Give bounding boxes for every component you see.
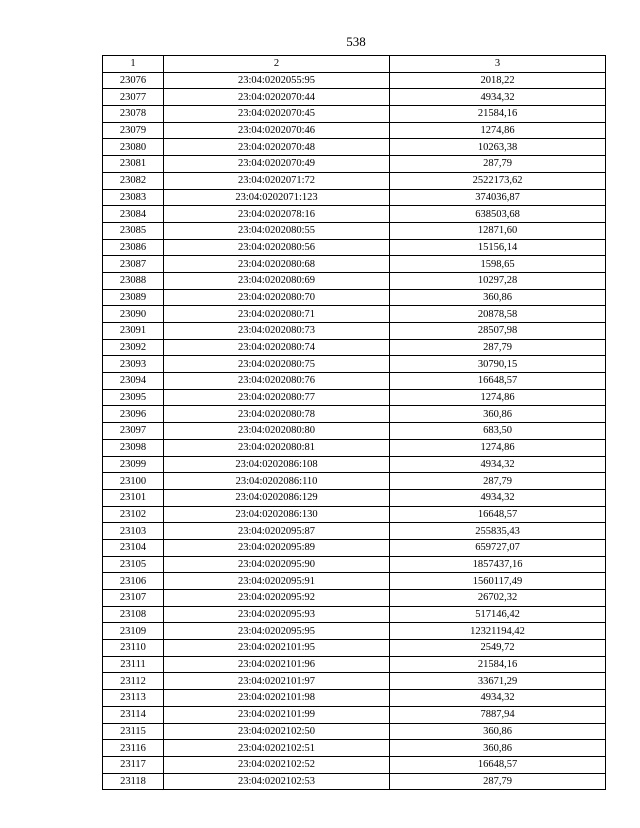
cadastral-number-cell: 23:04:0202071:72 [164, 172, 390, 189]
value-cell: 659727,07 [390, 539, 606, 556]
table-row [103, 706, 606, 723]
value-cell: 7887,94 [390, 706, 606, 723]
row-number-cell: 23117 [103, 756, 164, 773]
table-row [103, 539, 606, 556]
value-cell: 638503,68 [390, 206, 606, 223]
value-cell: 2018,22 [390, 72, 606, 89]
table-row [103, 640, 606, 657]
table-row [103, 606, 606, 623]
table-row [103, 773, 606, 790]
value-cell: 287,79 [390, 339, 606, 356]
row-number-cell: 23084 [103, 206, 164, 223]
value-cell: 287,79 [390, 473, 606, 490]
table-row [103, 406, 606, 423]
value-cell: 360,86 [390, 406, 606, 423]
value-cell: 2522173,62 [390, 172, 606, 189]
table-row [103, 439, 606, 456]
cadastral-number-cell: 23:04:0202095:95 [164, 623, 390, 640]
cadastral-number-cell: 23:04:0202102:52 [164, 756, 390, 773]
cadastral-number-cell: 23:04:0202101:99 [164, 706, 390, 723]
table-row [103, 323, 606, 340]
cadastral-number-cell: 23:04:0202070:45 [164, 106, 390, 123]
cadastral-number-cell: 23:04:0202095:92 [164, 590, 390, 607]
cadastral-number-cell: 23:04:0202080:77 [164, 389, 390, 406]
cadastral-number-cell: 23:04:0202080:56 [164, 239, 390, 256]
value-cell: 4934,32 [390, 456, 606, 473]
value-cell: 517146,42 [390, 606, 606, 623]
value-cell: 683,50 [390, 423, 606, 440]
table-row [103, 373, 606, 390]
cadastral-number-cell: 23:04:0202080:75 [164, 356, 390, 373]
table-row [103, 489, 606, 506]
row-number-cell: 23098 [103, 439, 164, 456]
table-header-row [103, 56, 606, 73]
cadastral-number-cell: 23:04:0202102:53 [164, 773, 390, 790]
table-row [103, 189, 606, 206]
cadastral-number-cell: 23:04:0202086:108 [164, 456, 390, 473]
cadastral-number-cell: 23:04:0202086:129 [164, 489, 390, 506]
table-row [103, 89, 606, 106]
row-number-cell: 23076 [103, 72, 164, 89]
value-cell: 287,79 [390, 773, 606, 790]
row-number-cell: 23113 [103, 690, 164, 707]
value-cell: 2549,72 [390, 640, 606, 657]
cadastral-number-cell: 23:04:0202080:73 [164, 323, 390, 340]
row-number-cell: 23096 [103, 406, 164, 423]
table-row [103, 139, 606, 156]
value-cell: 360,86 [390, 289, 606, 306]
table-row [103, 473, 606, 490]
value-cell: 12871,60 [390, 222, 606, 239]
cadastral-number-cell: 23:04:0202101:96 [164, 656, 390, 673]
cadastral-number-cell: 23:04:0202101:95 [164, 640, 390, 657]
table-row [103, 523, 606, 540]
row-number-cell: 23094 [103, 373, 164, 390]
row-number-cell: 23081 [103, 156, 164, 173]
table-row [103, 156, 606, 173]
row-number-cell: 23092 [103, 339, 164, 356]
value-cell: 4934,32 [390, 690, 606, 707]
value-cell: 21584,16 [390, 106, 606, 123]
row-number-cell: 23101 [103, 489, 164, 506]
cadastral-number-cell: 23:04:0202070:44 [164, 89, 390, 106]
row-number-cell: 23093 [103, 356, 164, 373]
cadastral-number-cell: 23:04:0202070:48 [164, 139, 390, 156]
cadastral-number-cell: 23:04:0202080:74 [164, 339, 390, 356]
value-cell: 26702,32 [390, 590, 606, 607]
row-number-cell: 23104 [103, 539, 164, 556]
table-body [103, 72, 606, 790]
table-row [103, 339, 606, 356]
cadastral-number-cell: 23:04:0202080:76 [164, 373, 390, 390]
value-cell: 10263,38 [390, 139, 606, 156]
value-cell: 10297,28 [390, 272, 606, 289]
value-cell: 30790,15 [390, 356, 606, 373]
table-row [103, 723, 606, 740]
row-number-cell: 23085 [103, 222, 164, 239]
cadastral-number-cell: 23:04:0202080:68 [164, 256, 390, 273]
value-cell: 16648,57 [390, 756, 606, 773]
cadastral-number-cell: 23:04:0202095:90 [164, 556, 390, 573]
row-number-cell: 23114 [103, 706, 164, 723]
table-row [103, 239, 606, 256]
row-number-cell: 23091 [103, 323, 164, 340]
cadastral-number-cell: 23:04:0202102:50 [164, 723, 390, 740]
row-number-cell: 23099 [103, 456, 164, 473]
row-number-cell: 23109 [103, 623, 164, 640]
value-cell: 1857437,16 [390, 556, 606, 573]
table-row [103, 690, 606, 707]
row-number-cell: 23090 [103, 306, 164, 323]
row-number-cell: 23078 [103, 106, 164, 123]
value-cell: 1598,65 [390, 256, 606, 273]
table-row [103, 456, 606, 473]
row-number-cell: 23107 [103, 590, 164, 607]
cadastral-number-cell: 23:04:0202055:95 [164, 72, 390, 89]
table-row [103, 206, 606, 223]
row-number-cell: 23118 [103, 773, 164, 790]
cadastral-number-cell: 23:04:0202080:69 [164, 272, 390, 289]
table-row [103, 106, 606, 123]
cadastral-number-cell: 23:04:0202095:91 [164, 573, 390, 590]
value-cell: 360,86 [390, 723, 606, 740]
value-cell: 4934,32 [390, 489, 606, 506]
value-cell: 374036,87 [390, 189, 606, 206]
cadastral-number-cell: 23:04:0202101:98 [164, 690, 390, 707]
table-row [103, 256, 606, 273]
row-number-cell: 23103 [103, 523, 164, 540]
column-header-2: 2 [164, 56, 390, 73]
value-cell: 16648,57 [390, 506, 606, 523]
row-number-cell: 23111 [103, 656, 164, 673]
table-row [103, 623, 606, 640]
cadastral-number-cell: 23:04:0202101:97 [164, 673, 390, 690]
row-number-cell: 23079 [103, 122, 164, 139]
table-row [103, 72, 606, 89]
value-cell: 33671,29 [390, 673, 606, 690]
table-row [103, 756, 606, 773]
row-number-cell: 23095 [103, 389, 164, 406]
cadastral-number-cell: 23:04:0202080:71 [164, 306, 390, 323]
cadastral-number-cell: 23:04:0202080:81 [164, 439, 390, 456]
row-number-cell: 23083 [103, 189, 164, 206]
cadastral-number-cell: 23:04:0202070:46 [164, 122, 390, 139]
table-row [103, 740, 606, 757]
value-cell: 12321194,42 [390, 623, 606, 640]
cadastral-number-cell: 23:04:0202095:87 [164, 523, 390, 540]
value-cell: 1274,86 [390, 439, 606, 456]
table-row [103, 556, 606, 573]
row-number-cell: 23105 [103, 556, 164, 573]
table-row [103, 172, 606, 189]
value-cell: 1560117,49 [390, 573, 606, 590]
row-number-cell: 23110 [103, 640, 164, 657]
table-row [103, 272, 606, 289]
value-cell: 4934,32 [390, 89, 606, 106]
row-number-cell: 23082 [103, 172, 164, 189]
cadastral-number-cell: 23:04:0202080:70 [164, 289, 390, 306]
cadastral-number-cell: 23:04:0202080:55 [164, 222, 390, 239]
table-row [103, 590, 606, 607]
table-row [103, 222, 606, 239]
row-number-cell: 23087 [103, 256, 164, 273]
cadastral-number-cell: 23:04:0202080:78 [164, 406, 390, 423]
row-number-cell: 23088 [103, 272, 164, 289]
column-header-1: 1 [103, 56, 164, 73]
table-row [103, 289, 606, 306]
row-number-cell: 23108 [103, 606, 164, 623]
value-cell: 287,79 [390, 156, 606, 173]
value-cell: 255835,43 [390, 523, 606, 540]
cadastral-number-cell: 23:04:0202071:123 [164, 189, 390, 206]
row-number-cell: 23116 [103, 740, 164, 757]
cadastral-number-cell: 23:04:0202078:16 [164, 206, 390, 223]
cadastral-number-cell: 23:04:0202086:110 [164, 473, 390, 490]
row-number-cell: 23097 [103, 423, 164, 440]
row-number-cell: 23077 [103, 89, 164, 106]
cadastral-number-cell: 23:04:0202095:93 [164, 606, 390, 623]
row-number-cell: 23086 [103, 239, 164, 256]
table-row [103, 356, 606, 373]
data-table [102, 55, 606, 790]
cadastral-number-cell: 23:04:0202086:130 [164, 506, 390, 523]
cadastral-number-cell: 23:04:0202070:49 [164, 156, 390, 173]
row-number-cell: 23102 [103, 506, 164, 523]
value-cell: 1274,86 [390, 122, 606, 139]
row-number-cell: 23100 [103, 473, 164, 490]
cadastral-number-cell: 23:04:0202080:80 [164, 423, 390, 440]
page-number: 538 [346, 34, 366, 49]
row-number-cell: 23080 [103, 139, 164, 156]
value-cell: 20878,58 [390, 306, 606, 323]
cadastral-number-cell: 23:04:0202095:89 [164, 539, 390, 556]
table-row [103, 423, 606, 440]
row-number-cell: 23089 [103, 289, 164, 306]
value-cell: 360,86 [390, 740, 606, 757]
table-row [103, 306, 606, 323]
row-number-cell: 23106 [103, 573, 164, 590]
table-row [103, 656, 606, 673]
table-row [103, 506, 606, 523]
value-cell: 28507,98 [390, 323, 606, 340]
table-row [103, 122, 606, 139]
table-row [103, 673, 606, 690]
value-cell: 21584,16 [390, 656, 606, 673]
value-cell: 1274,86 [390, 389, 606, 406]
table-row [103, 389, 606, 406]
row-number-cell: 23112 [103, 673, 164, 690]
row-number-cell: 23115 [103, 723, 164, 740]
value-cell: 15156,14 [390, 239, 606, 256]
cadastral-number-cell: 23:04:0202102:51 [164, 740, 390, 757]
column-header-3: 3 [390, 56, 606, 73]
table-row [103, 573, 606, 590]
value-cell: 16648,57 [390, 373, 606, 390]
